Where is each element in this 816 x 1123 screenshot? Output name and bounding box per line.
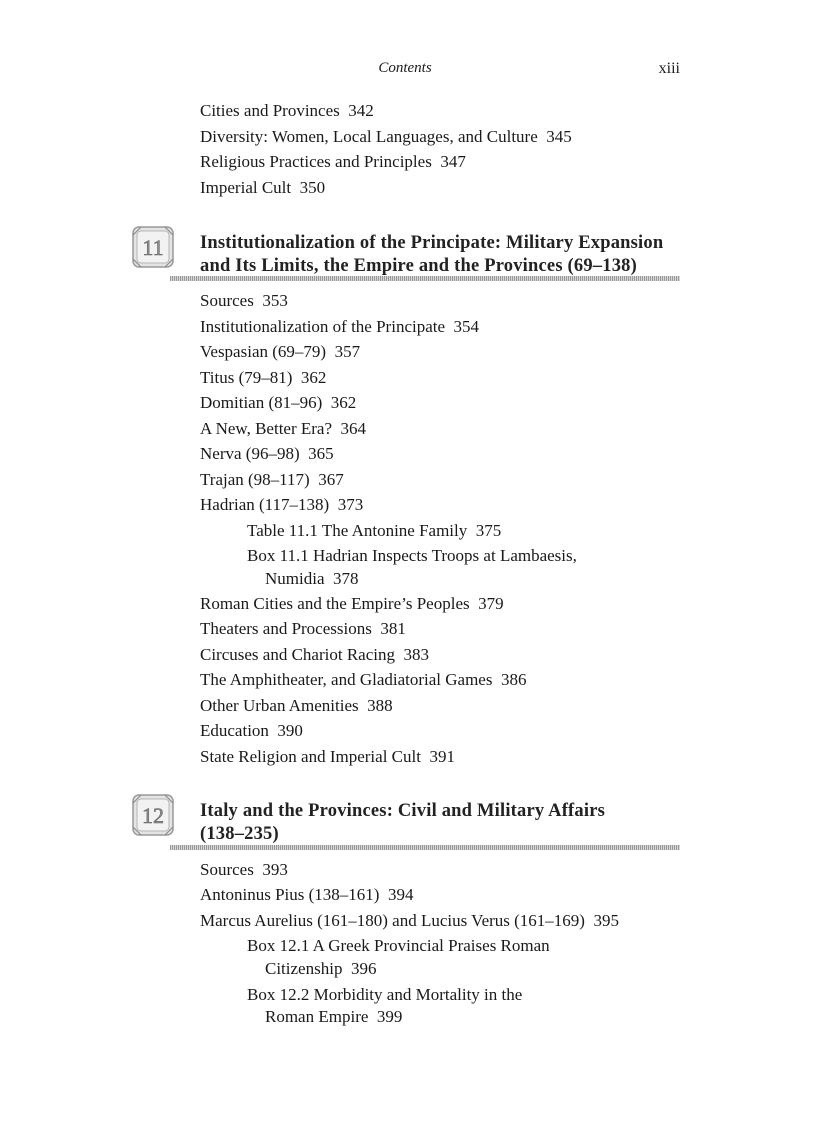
toc-entry[interactable]: Sources 353 <box>200 291 288 310</box>
toc-subentry[interactable]: Box 12.2 Morbidity and Mortality in the <box>247 985 523 1004</box>
chapter-12-badge <box>131 793 175 837</box>
toc-entry[interactable]: Cities and Provinces 342 <box>200 101 374 120</box>
toc-entry[interactable]: Imperial Cult 350 <box>200 178 326 197</box>
running-title: Contents <box>378 60 432 76</box>
chapter-12-title-line1[interactable]: Italy and the Provinces: Civil and Military Affairs <box>200 801 606 821</box>
toc-entry[interactable]: Titus (79–81) 362 <box>200 368 327 387</box>
toc-entry[interactable]: Education 390 <box>200 721 303 740</box>
toc-entry[interactable]: Sources 393 <box>200 860 288 879</box>
chapter-11-number: 11 <box>142 235 164 260</box>
toc-entry[interactable]: Nerva (96–98) 365 <box>200 444 334 463</box>
toc-subentry[interactable]: Table 11.1 The Antonine Family 375 <box>247 521 502 540</box>
toc-entry[interactable]: Hadrian (117–138) 373 <box>200 495 364 514</box>
toc-subentry[interactable]: Box 12.1 A Greek Provincial Praises Roman <box>247 936 550 955</box>
toc-entry[interactable]: A New, Better Era? 364 <box>200 419 367 438</box>
toc-entry[interactable]: Diversity: Women, Local Languages, and Culture 345 <box>200 127 572 146</box>
toc-entry[interactable]: Circuses and Chariot Racing 383 <box>200 645 429 664</box>
toc-entry[interactable]: Vespasian (69–79) 357 <box>200 342 361 361</box>
chapter-11-title-line1[interactable]: Institutionalization of the Principate: Military Expansion <box>200 233 664 253</box>
toc-entry[interactable]: Trajan (98–117) 367 <box>200 470 344 489</box>
toc-entry[interactable]: The Amphitheater, and Gladiatorial Games 386 <box>200 670 527 689</box>
toc-entry[interactable]: Domitian (81–96) 362 <box>200 393 357 412</box>
chapter-11-badge <box>131 225 175 269</box>
toc-entry[interactable]: Theaters and Processions 381 <box>200 619 406 638</box>
chapter-12-rule <box>170 845 680 850</box>
toc-entry[interactable]: Roman Cities and the Empire’s Peoples 379 <box>200 594 504 613</box>
toc-subentry-continuation[interactable]: Numidia 378 <box>265 569 359 588</box>
chapter-11-title-line2[interactable]: and Its Limits, the Empire and the Provinces (69–138) <box>200 256 637 276</box>
toc-entry[interactable]: Antoninus Pius (138–161) 394 <box>200 885 414 904</box>
chapter-12-title-line2[interactable]: (138–235) <box>200 824 279 844</box>
toc-entry[interactable]: Other Urban Amenities 388 <box>200 696 393 715</box>
running-head <box>200 60 680 80</box>
toc-entry[interactable]: Institutionalization of the Principate 354 <box>200 317 480 336</box>
chapter-12-number: 12 <box>142 803 164 828</box>
toc-entry[interactable]: Religious Practices and Principles 347 <box>200 152 466 171</box>
chapter-11-rule <box>170 276 680 281</box>
toc-subentry[interactable]: Box 11.1 Hadrian Inspects Troops at Lambaesis, <box>247 546 577 565</box>
toc-subentry-continuation[interactable]: Citizenship 396 <box>265 959 377 978</box>
toc-entry[interactable]: Marcus Aurelius (161–180) and Lucius Verus (161–169) 395 <box>200 911 619 930</box>
toc-subentry-continuation[interactable]: Roman Empire 399 <box>265 1007 403 1026</box>
toc-entry[interactable]: State Religion and Imperial Cult 391 <box>200 747 455 766</box>
page-number: xiii <box>658 60 680 77</box>
